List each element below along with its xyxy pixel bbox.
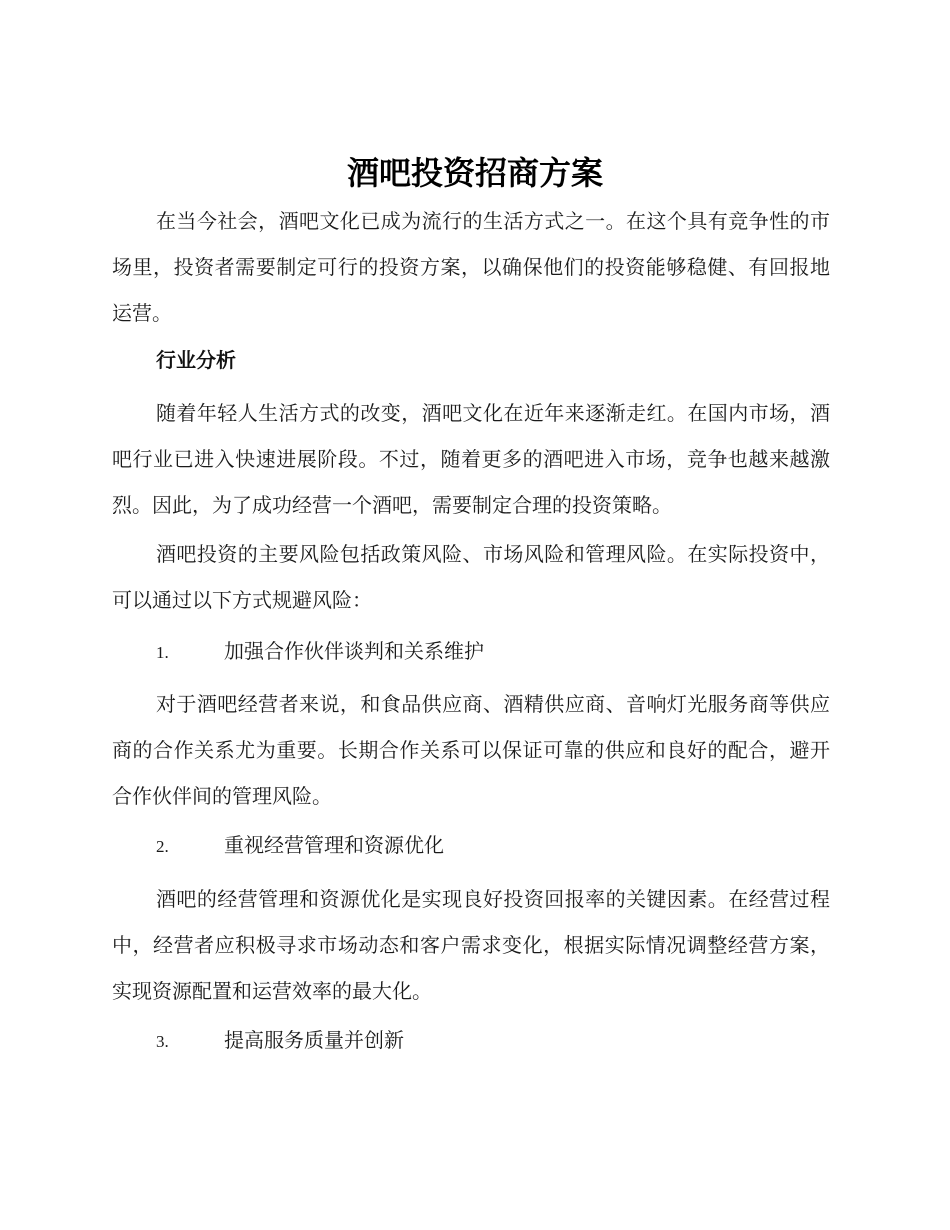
list-item-2-body: 酒吧的经营管理和资源优化是实现良好投资回报率的关键因素。在经营过程中，经营者应积极寻求市场动态和客户需求变化，根据实际情况调整经营方案，实现资源配置和运营效率的最大化。	[112, 887, 830, 1003]
list-number: 1.	[156, 643, 169, 662]
list-number: 3.	[156, 1032, 169, 1051]
list-item-3	[156, 1025, 830, 1057]
list-item-title: 加强合作伙伴谈判和关系维护	[224, 639, 484, 663]
industry-paragraph: 随着年轻人生活方式的改变，酒吧文化在近年来逐渐走红。在国内市场，酒吧行业已进入快速进展阶段。不过，随着更多的酒吧进入市场，竞争也越来越激烈。因此，为了成功经营一个酒吧，需要制定合理的投资策略。	[112, 401, 830, 517]
risk-paragraph: 酒吧投资的主要风险包括政策风险、市场风险和管理风险。在实际投资中，可以通过以下方式规避风险：	[112, 542, 830, 612]
list-item-1-body: 对于酒吧经营者来说，和食品供应商、酒精供应商、音响灯光服务商等供应商的合作关系尤为重要。长期合作关系可以保证可靠的供应和良好的配合，避开合作伙伴间的管理风险。	[112, 692, 830, 808]
list-item-2	[156, 830, 830, 862]
list-number: 2.	[156, 837, 169, 856]
list-item-title: 提高服务质量并创新	[224, 1028, 404, 1052]
intro-paragraph: 在当今社会，酒吧文化已成为流行的生活方式之一。在这个具有竞争性的市场里，投资者需要制定可行的投资方案，以确保他们的投资能够稳健、有回报地运营。	[112, 209, 830, 325]
list-item-title: 重视经营管理和资源优化	[224, 833, 444, 857]
document-title: 酒吧投资招商方案	[346, 154, 603, 192]
section-heading: 行业分析	[156, 348, 236, 372]
list-item-1	[156, 636, 830, 668]
